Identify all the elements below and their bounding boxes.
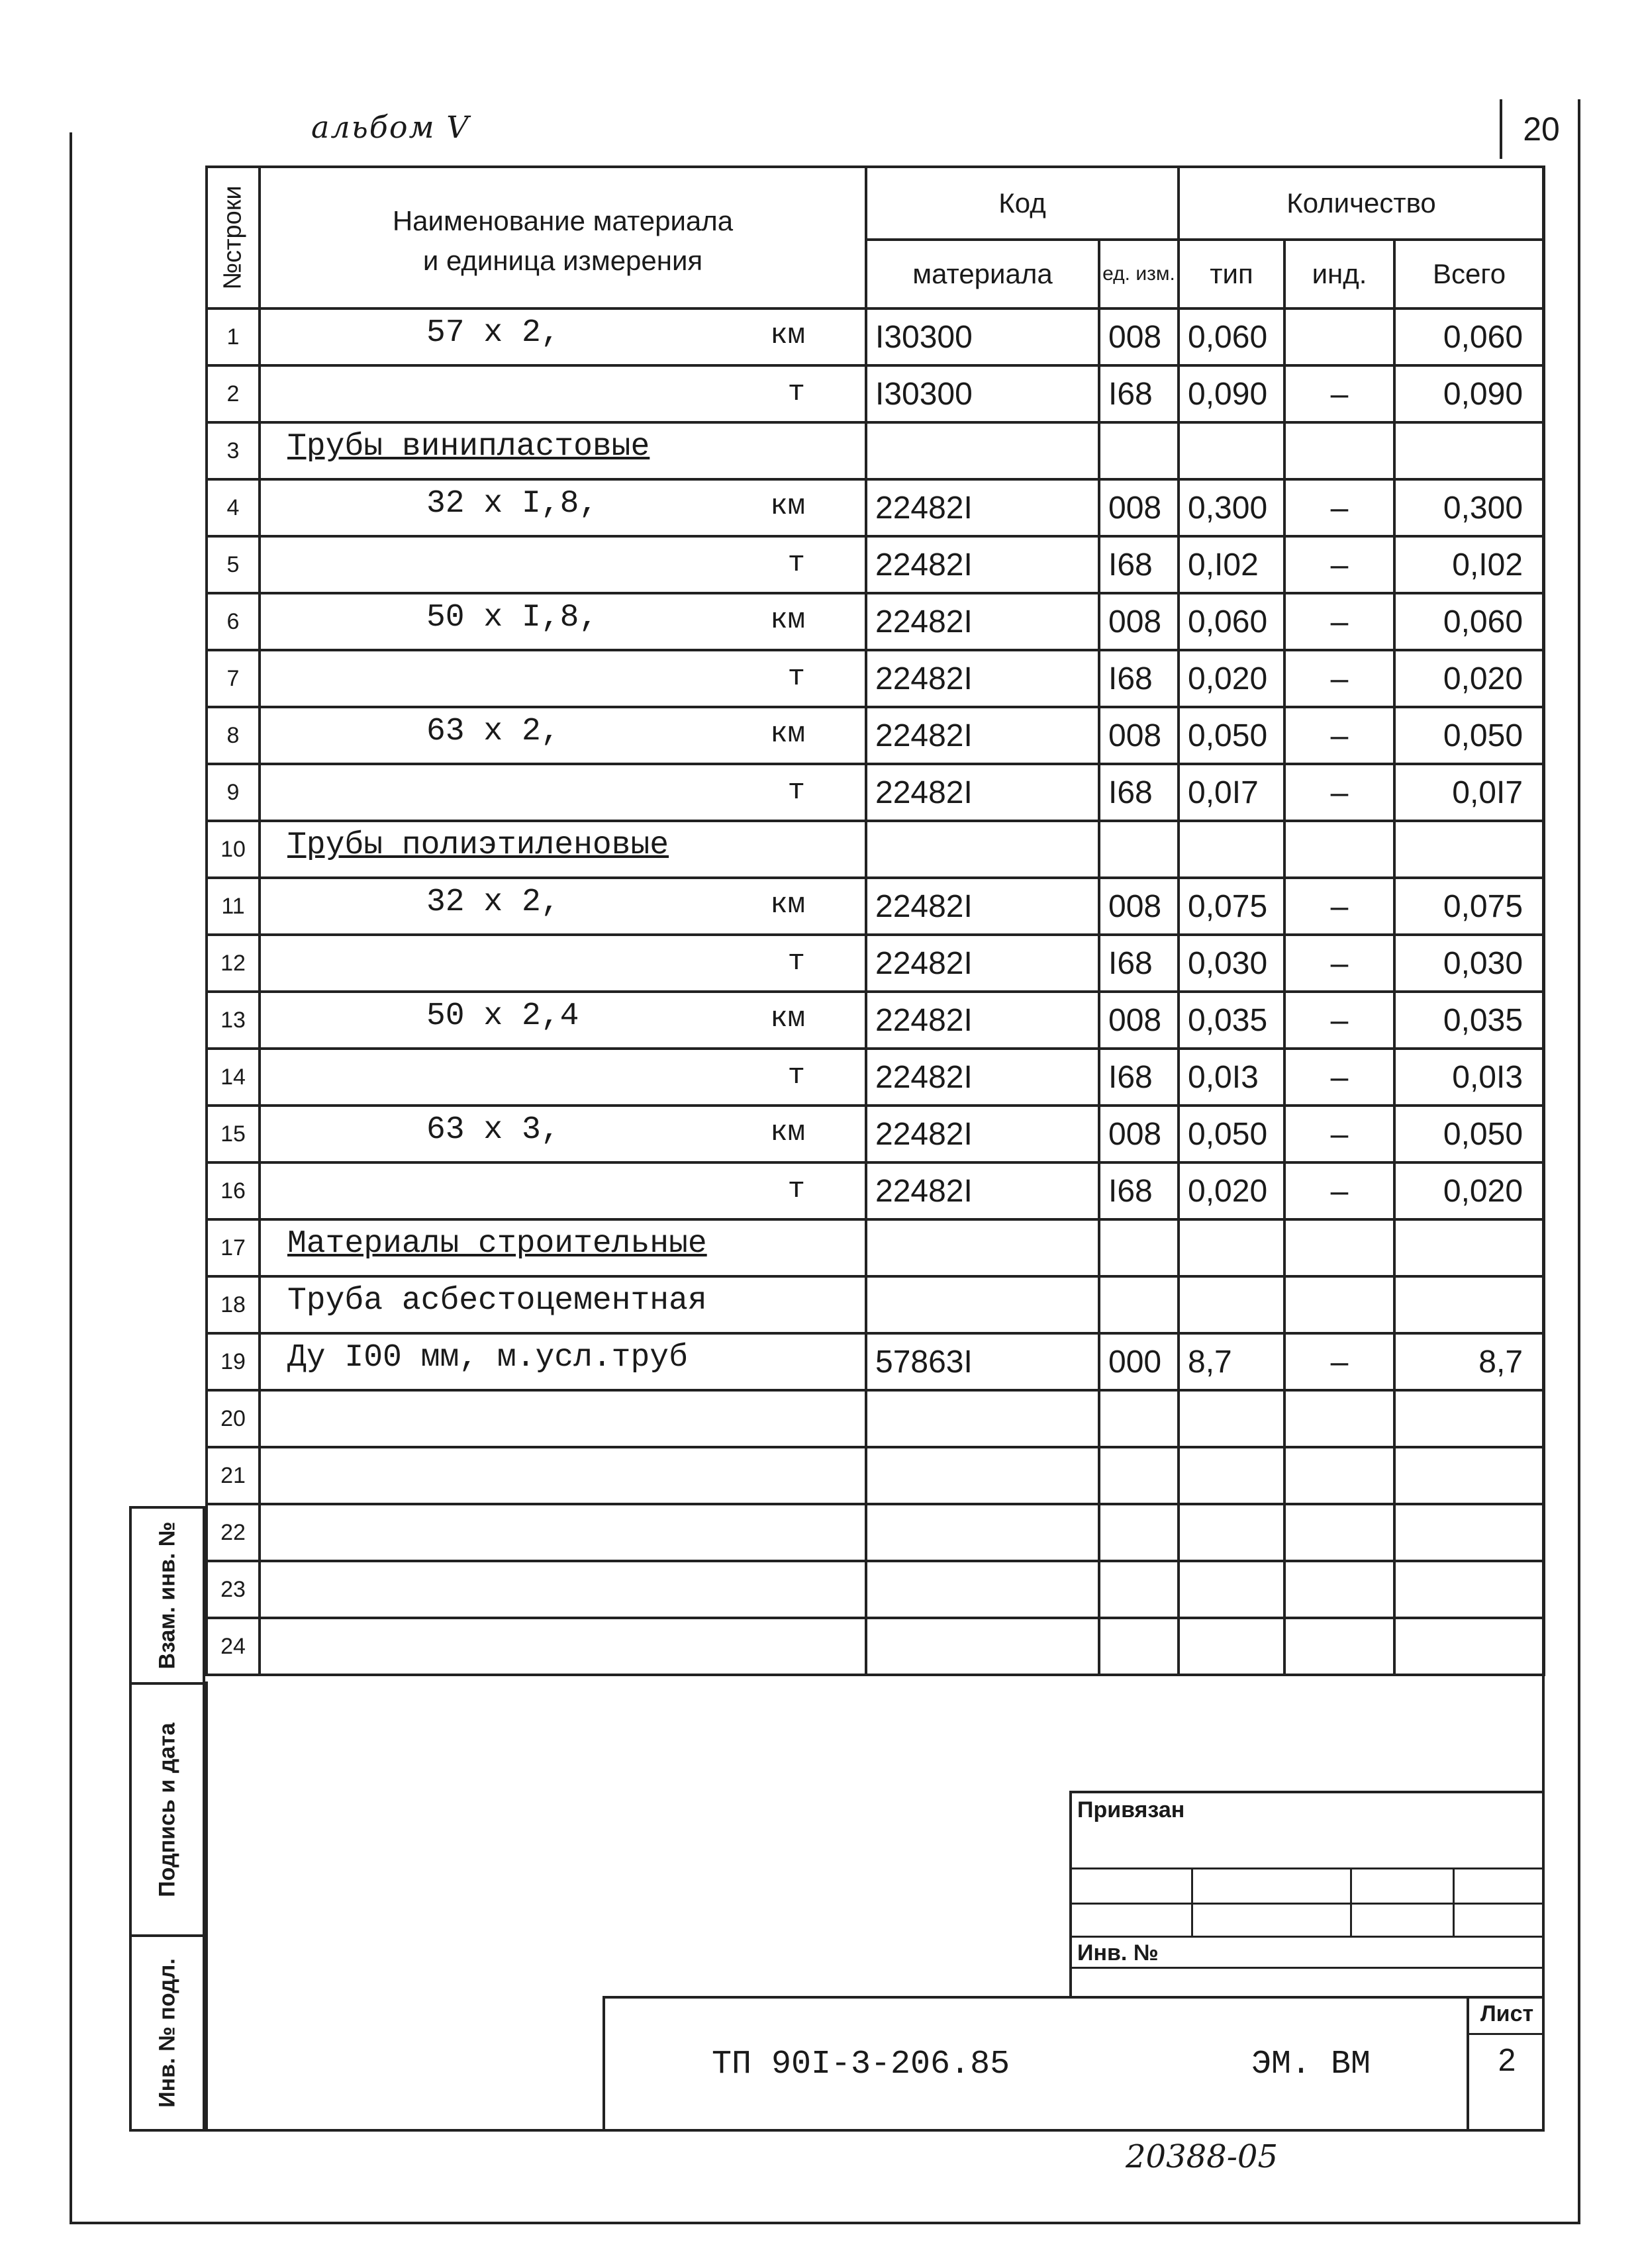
header-typ: тип	[1179, 240, 1284, 308]
quantity-ind	[1284, 1390, 1394, 1447]
material-code: 22482I	[866, 1049, 1099, 1106]
lower-area-bottom-border	[129, 2129, 1545, 2132]
unit-code: I68	[1099, 935, 1179, 992]
quantity-typ	[1179, 1447, 1284, 1504]
unit-code	[1099, 1561, 1179, 1618]
quantity-typ: 0,050	[1179, 1106, 1284, 1162]
sheet-label: Лист	[1480, 2001, 1534, 2026]
unit-name: т	[787, 945, 805, 978]
row-name-cell	[260, 479, 866, 536]
quantity-typ: 0,020	[1179, 1162, 1284, 1219]
row-name-cell	[260, 1276, 866, 1333]
table-row	[207, 1219, 1544, 1276]
quantity-typ	[1179, 1390, 1284, 1447]
material-code: 22482I	[866, 650, 1099, 707]
unit-code: 008	[1099, 1106, 1179, 1162]
header-code: Код	[866, 167, 1179, 240]
row-name-cell	[260, 1618, 866, 1675]
unit-code: 008	[1099, 593, 1179, 650]
quantity-ind: –	[1284, 1049, 1394, 1106]
section-heading: Трубы полиэтиленовые	[287, 827, 669, 863]
margin-sign-date-box	[129, 1682, 205, 1937]
table-row	[207, 878, 1544, 935]
table-row	[207, 650, 1544, 707]
quantity-ind	[1284, 1561, 1394, 1618]
material-name: Ду I00 мм, м.усл.труб	[287, 1340, 688, 1376]
quantity-ind	[1284, 422, 1394, 479]
table-row	[207, 1276, 1544, 1333]
table-row	[207, 1390, 1544, 1447]
row-name-cell	[260, 1219, 866, 1276]
quantity-ind: –	[1284, 593, 1394, 650]
row-name-cell	[260, 992, 866, 1049]
unit-code: I68	[1099, 536, 1179, 593]
quantity-total: 0,0I3	[1394, 1049, 1544, 1106]
table-row	[207, 536, 1544, 593]
row-name-cell	[260, 1333, 866, 1390]
material-code: 22482I	[866, 1162, 1099, 1219]
table-row	[207, 1333, 1544, 1390]
sheet-cell	[1467, 1996, 1545, 2129]
row-number: 4	[207, 479, 260, 536]
specification-table-wrap	[205, 165, 1543, 1676]
row-number: 12	[207, 935, 260, 992]
header-name-line1: Наименование материала	[392, 205, 734, 236]
row-number: 22	[207, 1504, 260, 1561]
material-code: 22482I	[866, 593, 1099, 650]
row-name-cell	[260, 365, 866, 422]
unit-code: I68	[1099, 1162, 1179, 1219]
row-name-cell	[260, 1162, 866, 1219]
quantity-ind	[1284, 1276, 1394, 1333]
quantity-total: 0,020	[1394, 650, 1544, 707]
table-row	[207, 707, 1544, 764]
quantity-ind: –	[1284, 764, 1394, 821]
unit-name: т	[787, 1059, 805, 1092]
row-name-cell	[260, 593, 866, 650]
archive-number: 20388-05	[1126, 2138, 1278, 2175]
unit-name: км	[770, 1002, 805, 1035]
material-name: 50 x I,8,	[426, 600, 599, 636]
quantity-ind: –	[1284, 479, 1394, 536]
quantity-total: 0,035	[1394, 992, 1544, 1049]
unit-name: км	[770, 490, 805, 523]
table-row	[207, 1162, 1544, 1219]
quantity-typ	[1179, 1618, 1284, 1675]
unit-code: I68	[1099, 1049, 1179, 1106]
row-name-cell	[260, 1106, 866, 1162]
header-total: Всего	[1394, 240, 1544, 308]
quantity-ind	[1284, 821, 1394, 878]
quantity-ind	[1284, 1219, 1394, 1276]
quantity-typ: 0,020	[1179, 650, 1284, 707]
quantity-ind: –	[1284, 650, 1394, 707]
unit-name: км	[770, 319, 805, 352]
material-code: 22482I	[866, 1106, 1099, 1162]
row-name-cell	[260, 308, 866, 365]
material-name: 50 x 2,4	[426, 998, 579, 1034]
table-row	[207, 992, 1544, 1049]
row-number: 7	[207, 650, 260, 707]
section-heading: Материалы строительные	[287, 1226, 707, 1262]
quantity-total	[1394, 1276, 1544, 1333]
sheet-cell-divider	[1469, 2033, 1545, 2035]
material-code: 22482I	[866, 992, 1099, 1049]
row-number: 20	[207, 1390, 260, 1447]
quantity-ind: –	[1284, 1162, 1394, 1219]
material-code: 22482I	[866, 764, 1099, 821]
quantity-ind	[1284, 1504, 1394, 1561]
row-name-cell	[260, 422, 866, 479]
row-name-cell	[260, 1561, 866, 1618]
header-name-line2: и единица измерения	[422, 245, 703, 276]
unit-name: т	[787, 661, 805, 694]
quantity-typ: 0,I02	[1179, 536, 1284, 593]
material-name: Труба асбестоцементная	[287, 1283, 707, 1319]
quantity-ind: –	[1284, 935, 1394, 992]
quantity-typ: 0,035	[1179, 992, 1284, 1049]
margin-inv-orig-box	[129, 1934, 205, 2132]
quantity-ind	[1284, 308, 1394, 365]
row-number: 19	[207, 1333, 260, 1390]
material-code	[866, 1276, 1099, 1333]
unit-code	[1099, 1276, 1179, 1333]
quantity-typ: 8,7	[1179, 1333, 1284, 1390]
row-number: 8	[207, 707, 260, 764]
row-number: 16	[207, 1162, 260, 1219]
quantity-total: 0,060	[1394, 593, 1544, 650]
unit-code: 008	[1099, 479, 1179, 536]
page-border-right	[1578, 99, 1580, 2224]
unit-code: 008	[1099, 992, 1179, 1049]
material-code	[866, 1561, 1099, 1618]
material-code: I30300	[866, 365, 1099, 422]
quantity-total	[1394, 1618, 1544, 1675]
quantity-total: 0,300	[1394, 479, 1544, 536]
unit-name: км	[770, 604, 805, 637]
tb-hline-1	[1072, 1867, 1545, 1869]
material-code	[866, 1504, 1099, 1561]
quantity-total: 0,060	[1394, 308, 1544, 365]
quantity-typ	[1179, 1276, 1284, 1333]
unit-name: км	[770, 718, 805, 751]
quantity-total	[1394, 422, 1544, 479]
quantity-ind: –	[1284, 878, 1394, 935]
quantity-typ: 0,0I3	[1179, 1049, 1284, 1106]
quantity-typ: 0,060	[1179, 308, 1284, 365]
material-name: 63 x 3,	[426, 1112, 560, 1148]
quantity-total	[1394, 1561, 1544, 1618]
quantity-total: 8,7	[1394, 1333, 1544, 1390]
unit-code: 008	[1099, 707, 1179, 764]
inv-no-label: Инв. №	[1077, 1940, 1159, 1965]
title-block-linked	[1069, 1791, 1545, 1996]
unit-code: I68	[1099, 650, 1179, 707]
unit-name: т	[787, 1173, 805, 1206]
quantity-total	[1394, 821, 1544, 878]
row-number: 14	[207, 1049, 260, 1106]
row-number: 17	[207, 1219, 260, 1276]
specification-table	[205, 165, 1545, 1676]
quantity-total	[1394, 1447, 1544, 1504]
row-number: 10	[207, 821, 260, 878]
material-code: 22482I	[866, 935, 1099, 992]
row-name-cell	[260, 1447, 866, 1504]
lower-area-left-border	[205, 1681, 208, 2132]
row-number: 15	[207, 1106, 260, 1162]
material-name: 63 x 2,	[426, 714, 560, 749]
tb-hline-3	[1072, 1936, 1545, 1938]
unit-code	[1099, 1390, 1179, 1447]
row-number: 24	[207, 1618, 260, 1675]
unit-code: 000	[1099, 1333, 1179, 1390]
quantity-typ: 0,300	[1179, 479, 1284, 536]
material-code	[866, 1618, 1099, 1675]
quantity-typ	[1179, 1219, 1284, 1276]
quantity-total: 0,075	[1394, 878, 1544, 935]
table-row	[207, 1561, 1544, 1618]
material-code: 22482I	[866, 479, 1099, 536]
quantity-total: 0,050	[1394, 1106, 1544, 1162]
quantity-typ: 0,075	[1179, 878, 1284, 935]
material-code	[866, 1390, 1099, 1447]
quantity-typ: 0,0I7	[1179, 764, 1284, 821]
table-row	[207, 479, 1544, 536]
table-row	[207, 308, 1544, 365]
unit-code	[1099, 1447, 1179, 1504]
unit-code	[1099, 422, 1179, 479]
row-number: 13	[207, 992, 260, 1049]
unit-code	[1099, 821, 1179, 878]
row-number: 2	[207, 365, 260, 422]
quantity-typ	[1179, 1504, 1284, 1561]
document-code: ТП 90I-3-206.85	[712, 2046, 1010, 2083]
header-unit: ед. изм.	[1099, 240, 1179, 308]
row-number: 9	[207, 764, 260, 821]
page-border-bottom	[70, 2222, 1580, 2224]
quantity-typ: 0,060	[1179, 593, 1284, 650]
margin-inv-orig-label: Инв. № подл.	[154, 1958, 179, 2108]
row-name-cell	[260, 878, 866, 935]
table-row	[207, 593, 1544, 650]
material-name: 57 x 2,	[426, 315, 560, 351]
table-row	[207, 422, 1544, 479]
unit-code	[1099, 1618, 1179, 1675]
header-material: материала	[866, 240, 1099, 308]
quantity-ind: –	[1284, 992, 1394, 1049]
quantity-typ	[1179, 821, 1284, 878]
material-code	[866, 422, 1099, 479]
row-name-cell	[260, 935, 866, 992]
quantity-total: 0,0I7	[1394, 764, 1544, 821]
header-name	[260, 167, 866, 308]
quantity-typ: 0,090	[1179, 365, 1284, 422]
row-name-cell	[260, 1049, 866, 1106]
row-number: 18	[207, 1276, 260, 1333]
material-name: 32 x 2,	[426, 884, 560, 920]
unit-name: т	[787, 775, 805, 808]
row-number: 6	[207, 593, 260, 650]
table-row	[207, 1618, 1544, 1675]
unit-name: т	[787, 376, 805, 409]
quantity-total: 0,090	[1394, 365, 1544, 422]
row-name-cell	[260, 1390, 866, 1447]
unit-code	[1099, 1504, 1179, 1561]
header-quantity: Количество	[1179, 167, 1544, 240]
quantity-total	[1394, 1219, 1544, 1276]
quantity-ind: –	[1284, 365, 1394, 422]
table-row	[207, 365, 1544, 422]
row-name-cell	[260, 1504, 866, 1561]
album-label: альбом V	[311, 109, 470, 145]
table-row	[207, 935, 1544, 992]
material-code: 22482I	[866, 707, 1099, 764]
material-name: 32 x I,8,	[426, 486, 599, 522]
unit-code	[1099, 1219, 1179, 1276]
table-row	[207, 764, 1544, 821]
tb-vline-2	[1350, 1867, 1352, 1936]
material-code: 57863I	[866, 1333, 1099, 1390]
unit-name: км	[770, 1116, 805, 1149]
tb-hline-2	[1072, 1903, 1545, 1905]
row-number: 1	[207, 308, 260, 365]
header-row-number: №строки	[207, 167, 260, 308]
unit-code: 008	[1099, 308, 1179, 365]
row-name-cell	[260, 650, 866, 707]
row-number: 3	[207, 422, 260, 479]
quantity-ind: –	[1284, 1333, 1394, 1390]
linked-label: Привязан	[1077, 1797, 1185, 1822]
top-page-number: 20	[1523, 111, 1560, 148]
quantity-total: 0,030	[1394, 935, 1544, 992]
quantity-total	[1394, 1390, 1544, 1447]
table-row	[207, 1049, 1544, 1106]
row-number: 21	[207, 1447, 260, 1504]
quantity-total: 0,050	[1394, 707, 1544, 764]
quantity-total: 0,020	[1394, 1162, 1544, 1219]
table-row	[207, 1106, 1544, 1162]
material-code: 22482I	[866, 536, 1099, 593]
table-row	[207, 1447, 1544, 1504]
header-ind: инд.	[1284, 240, 1394, 308]
row-number: 5	[207, 536, 260, 593]
unit-code: I68	[1099, 764, 1179, 821]
page-border-left	[70, 132, 72, 2224]
tb-hline-4	[1072, 1967, 1545, 1969]
unit-name: км	[770, 888, 805, 921]
row-name-cell	[260, 707, 866, 764]
row-number: 11	[207, 878, 260, 935]
quantity-typ: 0,030	[1179, 935, 1284, 992]
unit-code: I68	[1099, 365, 1179, 422]
row-number: 23	[207, 1561, 260, 1618]
quantity-total	[1394, 1504, 1544, 1561]
table-row	[207, 1504, 1544, 1561]
section-heading: Трубы винипластовые	[287, 429, 650, 465]
top-page-number-box	[1500, 99, 1580, 159]
row-name-cell	[260, 821, 866, 878]
margin-replace-inv-label: Взам. инв. №	[154, 1521, 179, 1670]
material-code: I30300	[866, 308, 1099, 365]
table-row	[207, 821, 1544, 878]
material-code	[866, 1219, 1099, 1276]
sheet-value: 2	[1498, 2043, 1516, 2078]
tb-vline-3	[1453, 1867, 1455, 1936]
row-name-cell	[260, 536, 866, 593]
quantity-ind	[1284, 1618, 1394, 1675]
quantity-total: 0,I02	[1394, 536, 1544, 593]
unit-code: 008	[1099, 878, 1179, 935]
quantity-ind: –	[1284, 707, 1394, 764]
quantity-ind: –	[1284, 1106, 1394, 1162]
document-mark: ЭМ. ВМ	[1251, 2046, 1371, 2083]
unit-name: т	[787, 547, 805, 580]
material-code: 22482I	[866, 878, 1099, 935]
tb-vline-1	[1191, 1867, 1193, 1936]
quantity-typ	[1179, 1561, 1284, 1618]
quantity-typ: 0,050	[1179, 707, 1284, 764]
row-name-cell	[260, 764, 866, 821]
margin-replace-inv-box	[129, 1506, 205, 1685]
margin-sign-date-label: Подпись и дата	[154, 1722, 179, 1897]
quantity-ind: –	[1284, 536, 1394, 593]
material-code	[866, 821, 1099, 878]
material-code	[866, 1447, 1099, 1504]
quantity-ind	[1284, 1447, 1394, 1504]
quantity-typ	[1179, 422, 1284, 479]
